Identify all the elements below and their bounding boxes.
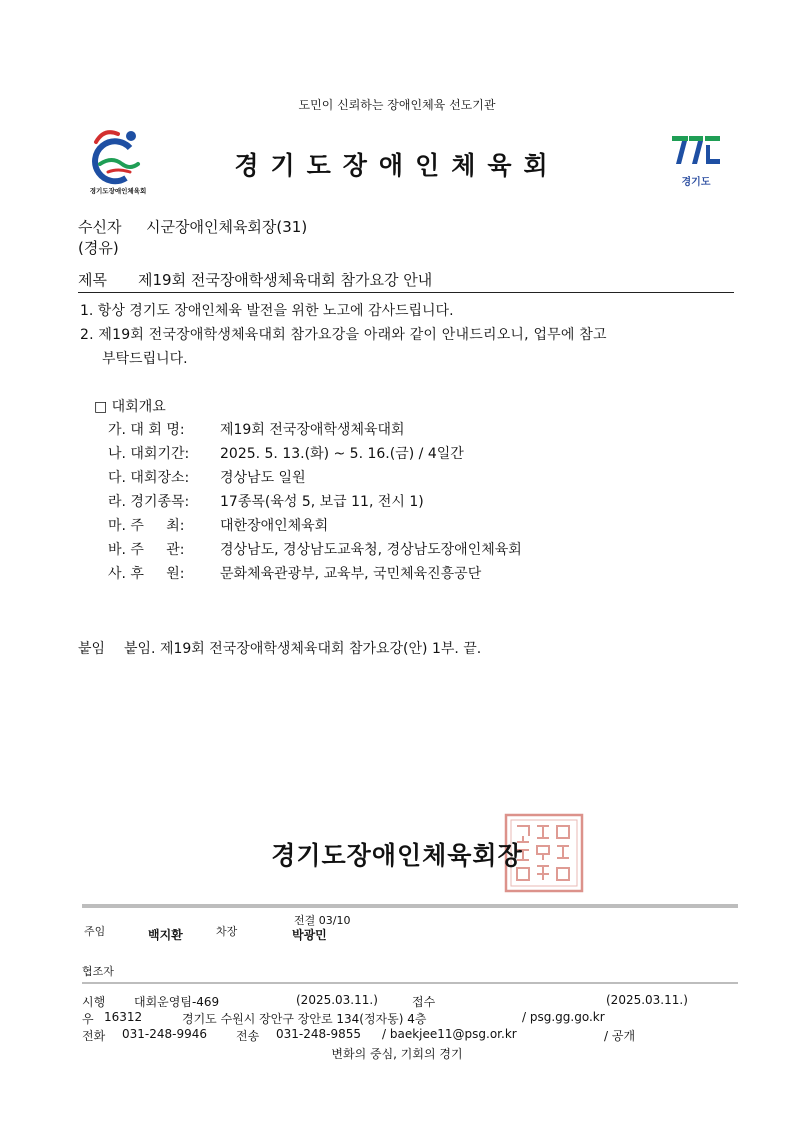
enforce-date: (2025.03.11.) (296, 993, 378, 1007)
gyeonggi-symbol-icon (672, 134, 720, 170)
footer-divider (82, 982, 738, 984)
fax-label: 전송 (236, 1029, 260, 1043)
disclosure-status: / 공개 (604, 1029, 636, 1043)
phone-label: 전화 (82, 1029, 106, 1043)
approval-divider (82, 904, 738, 908)
cooperator-label: 협조자 (82, 965, 114, 978)
postal-code: 16312 (104, 1010, 143, 1024)
receipt-date: (2025.03.11.) (606, 993, 688, 1007)
paragraph-2-line-1: 2. 제19회 전국장애학생체육대회 참가요강을 아래와 같이 안내드리오니, 업무에 참고 (80, 327, 607, 343)
list-item-label: 나. 대회기간: (108, 446, 190, 462)
subject-value: 제19회 전국장애학생체육대회 참가요강 안내 (138, 271, 433, 289)
province-logo-caption: 경기도 (681, 177, 711, 188)
attachment-label: 붙임 (78, 641, 106, 657)
approver-name-1: 백지환 (148, 928, 183, 942)
subject-divider (78, 292, 734, 293)
paragraph-2-line-2: 부탁드립니다. (102, 351, 188, 367)
list-item-label: 라. 경기종목: (108, 494, 190, 510)
paragraph-1: 1. 항상 경기도 장애인체육 발전을 위한 노고에 감사드립니다. (80, 303, 454, 319)
list-item-label: 바. 주 관: (108, 542, 185, 558)
org-title: 경기도장애인체육회 (234, 151, 560, 180)
enforce-number: 대회운영팀-469 (134, 995, 220, 1009)
postal-label: 우 (82, 1012, 94, 1026)
list-item-value: 경상남도, 경상남도교육청, 경상남도장애인체육회 (220, 542, 522, 558)
list-item-label: 사. 후 원: (108, 566, 185, 582)
list-item-label: 마. 주 최: (108, 518, 185, 534)
org-logo-caption: 경기도장애인체육회 (89, 187, 147, 195)
fax-number: 031-248-9855 (276, 1027, 362, 1041)
approver-name-2: 박광민 (292, 928, 327, 942)
email-link[interactable]: / baekjee11@psg.or.kr (382, 1027, 517, 1041)
approver-role-1: 주임 (84, 925, 106, 938)
section-title: □ 대회개요 (94, 399, 166, 415)
approver-role-2: 차장 (216, 925, 238, 938)
phone-number: 031-248-9946 (122, 1027, 208, 1041)
via-label: (경유) (78, 239, 119, 257)
list-item-value: 문화체육관광부, 교육부, 국민체육진흥공단 (220, 566, 482, 582)
list-item-label: 다. 대회장소: (108, 470, 190, 486)
province-logo (672, 134, 722, 190)
list-item-label: 가. 대 회 명: (108, 422, 185, 438)
decision-note: 전결 03/10 (294, 914, 351, 927)
sender-title: 경기도장애인체육회장 (271, 841, 523, 870)
list-item-value: 대한장애인체육회 (220, 518, 329, 534)
address: 경기도 수원시 장안구 장안로 134(정자동) 4층 (182, 1012, 427, 1026)
recipient-value: 시군장애인체육회장(31) (146, 218, 308, 236)
list-item-value: 17종목(육성 5, 보급 11, 전시 1) (220, 494, 424, 510)
slogan: 도민이 신뢰하는 장애인체육 선도기관 (298, 98, 496, 112)
receipt-label: 접수 (412, 995, 436, 1009)
list-item-value: 제19회 전국장애학생체육대회 (220, 422, 405, 438)
list-item-value: 경상남도 일원 (220, 470, 306, 486)
homepage-link[interactable]: / psg.gg.go.kr (522, 1010, 605, 1024)
subject-label: 제목 (78, 271, 107, 289)
enforce-label: 시행 (82, 995, 106, 1009)
list-item-value: 2025. 5. 13.(화) ~ 5. 16.(금) / 4일간 (220, 446, 464, 462)
recipient-label: 수신자 (78, 218, 122, 236)
attachment-text: 붙임. 제19회 전국장애학생체육대회 참가요강(안) 1부. 끝. (124, 641, 482, 657)
footer-motto: 변화의 중심, 기회의 경기 (331, 1047, 463, 1061)
